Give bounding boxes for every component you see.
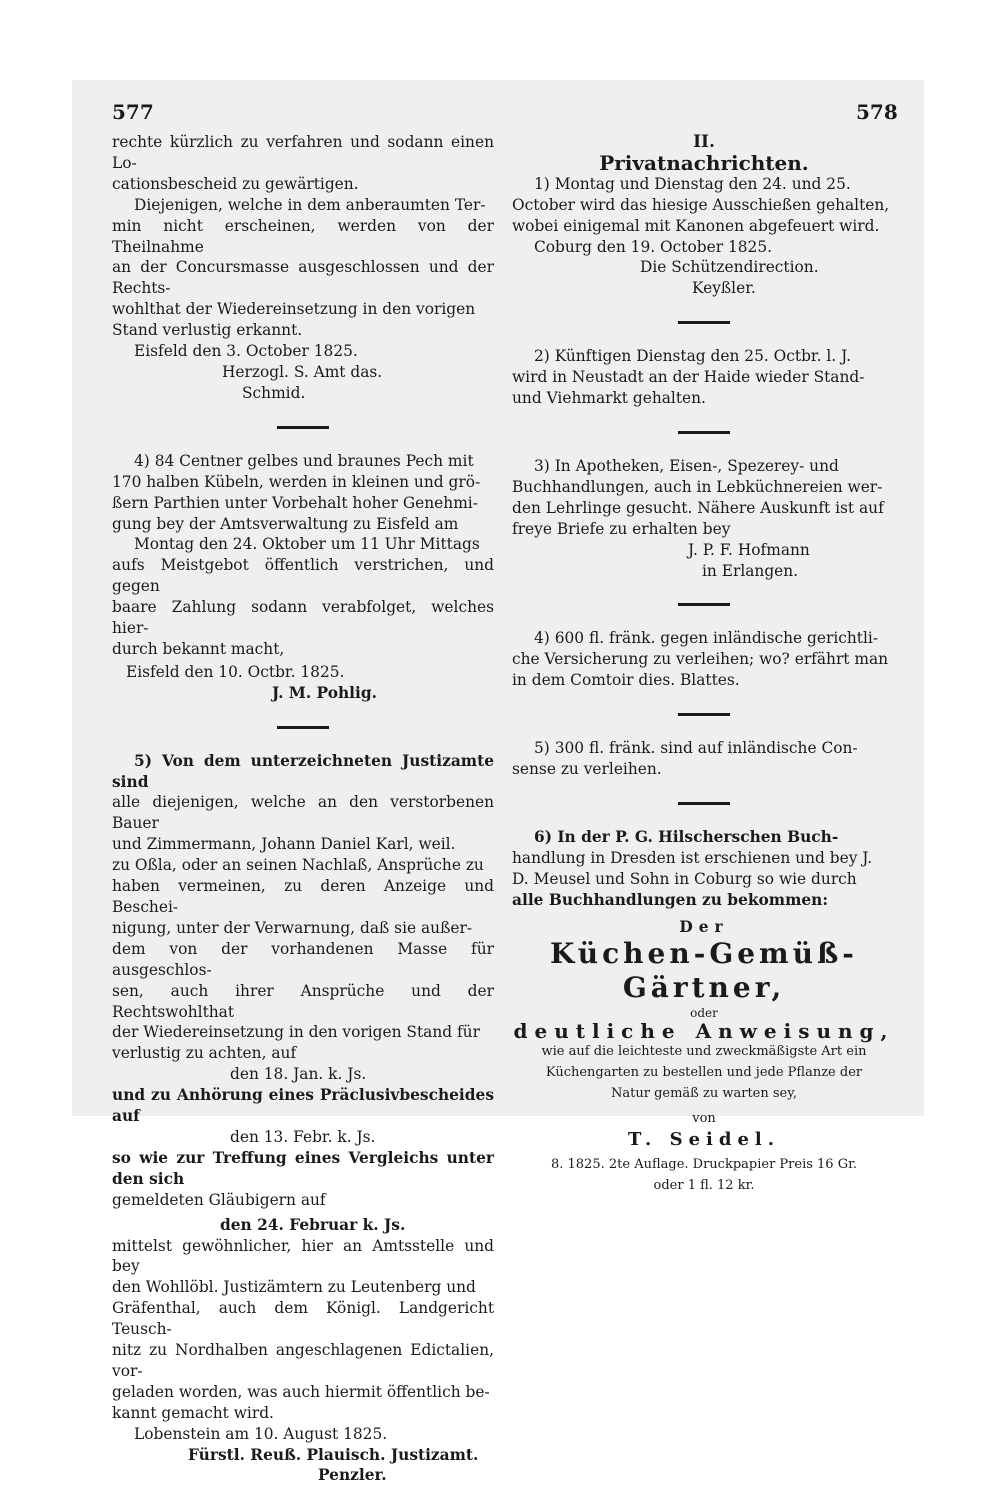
- notice-ausschiessen: 1) Montag und Dienstag den 24. und 25. October wird das hiesige Ausschießen gehalten, wobei einigemal mit Kanonen abgefeuert wird. Coburg den 19. October 1825. Die Schützendirection. Keyßler.: [512, 174, 896, 299]
- book-subtitle: deutliche Anweisung,: [513, 1019, 895, 1044]
- signature-office: Die Schützendirection.: [640, 258, 819, 277]
- notice-book: 6) In der P. G. Hilscherschen Buch- handlung in Dresden ist erschienen und bey J. D. Meusel und Sohn in Coburg so wie durch alle Buchhandlungen zu bekommen: Der Küchen-Gemüß-Gärtner, oder deutliche Anweisung, wie auf die leichteste und zweckmäßigste Art ein Küchengarten zu bestellen und jede Pflanze der Natur gemäß zu warten sey, von T. Seidel. 8. 1825. 2te Auflage. Druckpapier Preis 16 Gr. oder 1 fl. 12 kr.: [512, 827, 895, 1193]
- book-author: T. Seidel.: [627, 1129, 781, 1150]
- notice-justizamt: 5) Von dem unterzeichneten Justizamte sind alle diejenigen, welche an den verstorbenen Bauer und Zimmermann, Johann Daniel Karl, weil. zu Oßla, oder an seinen Nachlaß, Ansprüche zu haben vermeinen, zu deren Anzeige und Beschei- nigung, unter der Verwarnung, daß sie außer- dem von der vorhandenen Masse für ausgeschlos- sen, auch ihrer Ansprüche und der Rechtswohlthat der Wiedereinsetzung in den vorigen Stand für verlustig zu achten, auf den 18. Jan. k. Js. und zu Anhörung eines Präclusivbescheides auf den 13. Febr. k. Js. so wie zur Treffung eines Vergleichs unter den sich gemeldeten Gläubigern auf den 24. Februar k. Js. mittelst gewöhnlicher, hier an Amtsstelle und bey den Wohllöbl. Justizämtern zu Leutenberg und Gräfenthal, auch dem Königl. Landgericht Teusch- nitz zu Nordhalben angeschlagenen Edictalien, vor- geladen worden, was auch hiermit öffentlich be- kannt gemacht wird. Lobenstein am 10. August 1825. Fürstl. Reuß. Plauisch. Justizamt. Penzler.: [112, 751, 494, 1485]
- divider-rule: [678, 603, 730, 606]
- divider-rule: [678, 431, 730, 434]
- signature-name: J. M. Pohlig.: [272, 683, 377, 702]
- signature-name: Keyßler.: [692, 279, 756, 298]
- date-line: den 24. Februar k. Js.: [220, 1215, 406, 1234]
- book-title: Küchen-Gemüß-Gärtner,: [550, 937, 858, 1005]
- page-number-right: 578: [856, 100, 898, 124]
- divider-rule: [678, 321, 730, 324]
- signature-name: Penzler.: [318, 1466, 387, 1485]
- book-von: von: [692, 1111, 716, 1127]
- divider-rule: [277, 726, 329, 729]
- right-column: [512, 132, 896, 1197]
- section-title: Privatnachrichten.: [599, 150, 809, 175]
- notice-600fl: 4) 600 fl. fränk. gegen inländische gerichtli- che Versicherung zu verleihen; wo? erfährt man in dem Comtoir dies. Blattes.: [512, 629, 889, 690]
- paragraph-continuation: rechte kürzlich zu verfahren und sodann einen Lo- cationsbescheid zu gewärtigen.: [112, 133, 494, 193]
- notice-300fl: 5) 300 fl. fränk. sind auf inländische Con- sense zu verleihen.: [512, 739, 858, 779]
- notice-viehmarkt: 2) Künftigen Dienstag den 25. Octbr. l. J. wird in Neustadt an der Haide wieder Stand- und Viehmarkt gehalten.: [512, 347, 865, 408]
- divider-rule: [678, 802, 730, 805]
- signature-place: in Erlangen.: [702, 561, 799, 580]
- date-line: Coburg den 19. October 1825.: [534, 237, 772, 256]
- signature-office: Fürstl. Reuß. Plauisch. Justizamt.: [188, 1445, 479, 1464]
- book-der: Der: [679, 917, 729, 936]
- signature-name: J. P. F. Hofmann: [688, 540, 810, 559]
- signature-office: Herzogl. S. Amt das.: [222, 362, 383, 381]
- divider-rule: [277, 426, 329, 429]
- paragraph-diejenigen: Diejenigen, welche in dem anberaumten Ter- min nicht erscheinen, werden von der Theilnahme an der Concursmasse ausgeschlossen und der Rechts- wohlthat der Wiedereinsetzung in den vorigen Stand verlustig erkannt. Eisfeld den 3. October 1825. Herzogl. S. Amt das. Schmid.: [112, 195, 494, 402]
- date-line: den 18. Jan. k. Js.: [230, 1065, 367, 1084]
- book-price: 8. 1825. 2te Auflage. Druckpapier Preis 16 Gr.: [550, 1156, 858, 1172]
- date-line: den 13. Febr. k. Js.: [230, 1127, 376, 1146]
- notice-pech: 4) 84 Centner gelbes und braunes Pech mit 170 halben Kübeln, werden in kleinen und grö- ßern Parthien unter Vorbehalt hoher Genehmi- gung bey der Amtsverwaltung zu Eisfeld am Montag den 24. Oktober um 11 Uhr Mittags aufs Meistgebot öffentlich verstrichen, und gegen baare Zahlung sodann verabfolget, welches hier- durch bekannt macht, Eisfeld den 10. Octbr. 1825. J. M. Pohlig.: [112, 451, 494, 702]
- signature-name: Schmid.: [242, 383, 306, 402]
- notice-lehrlinge: 3) In Apotheken, Eisen-, Spezerey- und Buchhandlungen, auch in Lebküchnereien wer- den Lehrlinge gesucht. Nähere Auskunft ist auf freye Briefe zu erhalten bey J. P. F. Hofmann in Erlangen.: [512, 456, 896, 581]
- date-line: Lobenstein am 10. August 1825.: [134, 1424, 388, 1443]
- date-line: Eisfeld den 3. October 1825.: [134, 342, 358, 361]
- divider-rule: [678, 713, 730, 716]
- left-column: [112, 132, 494, 1486]
- page-number-left: 577: [112, 100, 154, 124]
- book-oder: oder: [690, 1006, 718, 1021]
- date-line: Eisfeld den 10. Octbr. 1825.: [126, 662, 345, 681]
- section-number: II.: [693, 132, 715, 152]
